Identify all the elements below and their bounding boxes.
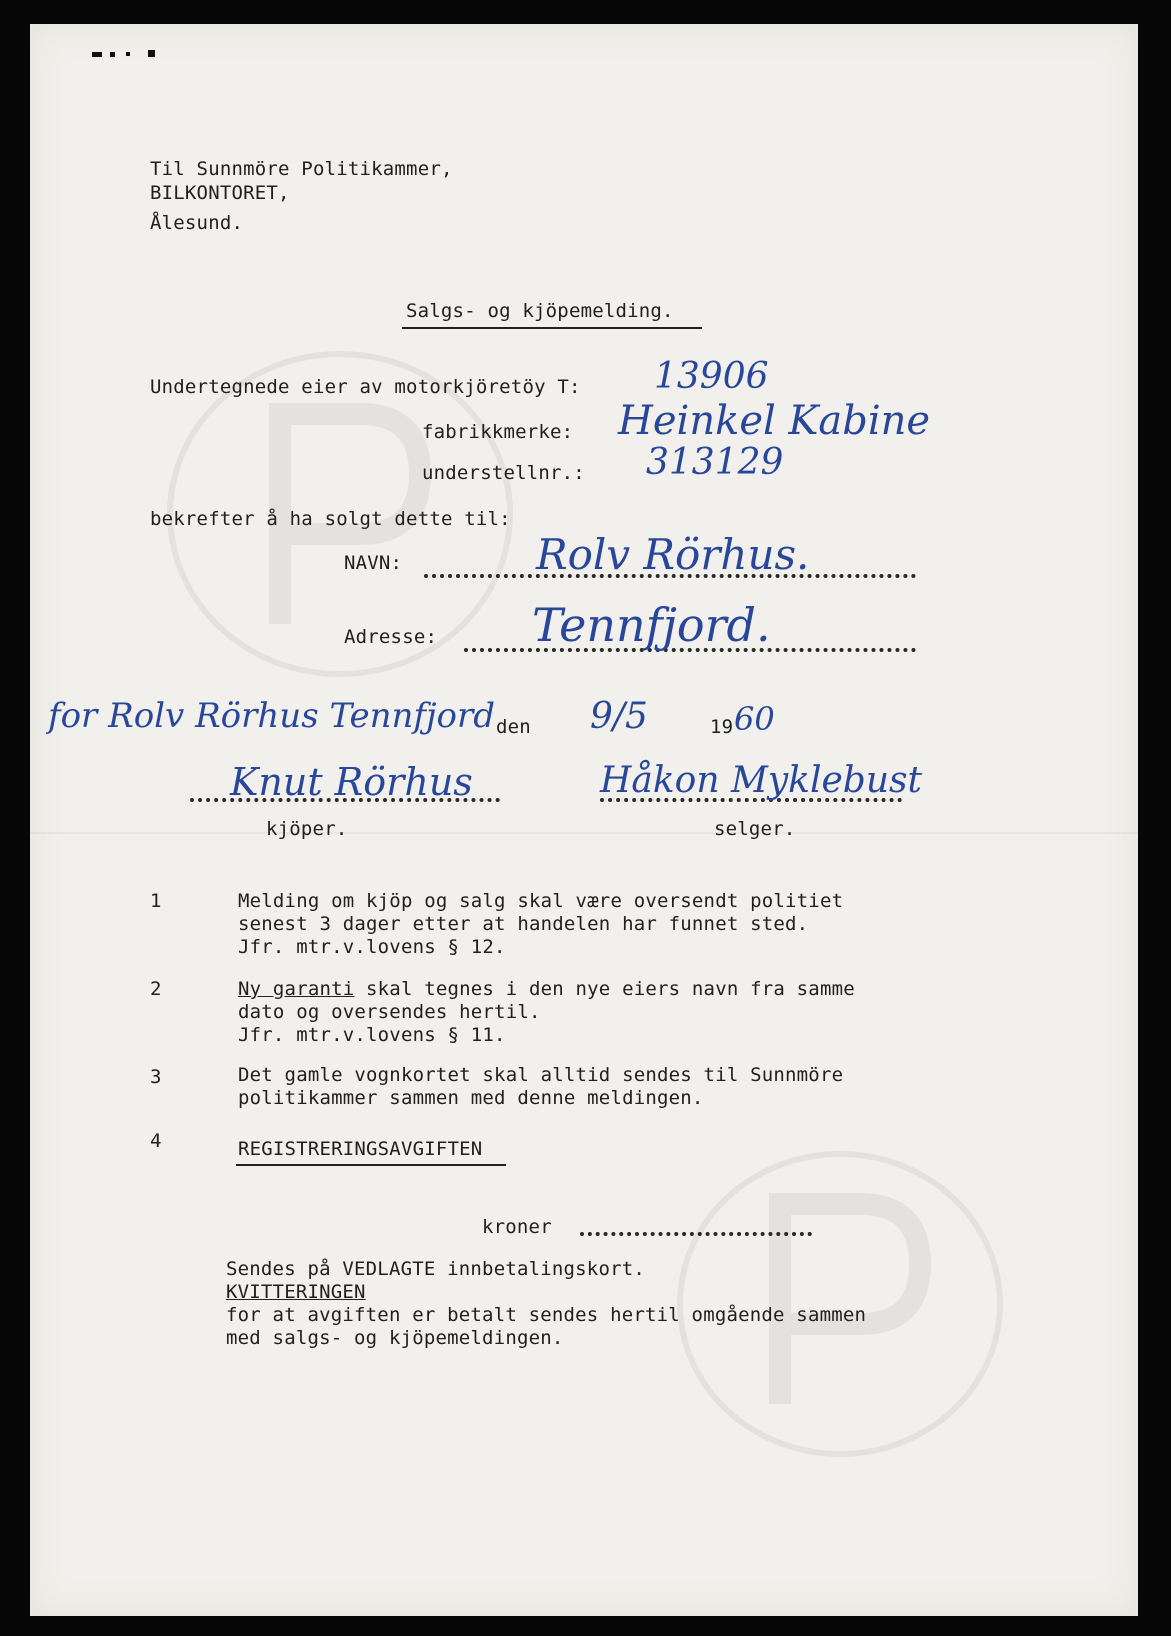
note-line: politikammer sammen med denne meldingen. <box>238 1087 704 1109</box>
registration-number: 13906 <box>654 356 769 397</box>
note-number: 4 <box>150 1130 162 1152</box>
punch-mark <box>126 52 130 56</box>
chassis-value: 313129 <box>646 442 784 483</box>
date-value: 9/5 <box>590 696 648 737</box>
seller-signature: Håkon Myklebust <box>600 760 922 801</box>
title-underline <box>402 327 702 329</box>
fee-text <box>226 1258 866 1350</box>
make-label: fabrikkmerke: <box>422 421 574 443</box>
paper-fold <box>30 832 1138 834</box>
note-line: dato og oversendes hertil. <box>238 1001 541 1023</box>
buyer-name-value: Rolv Rörhus. <box>536 530 810 579</box>
buyer-address-value: Tennfjord. <box>532 598 771 652</box>
note-number: 3 <box>150 1066 162 1088</box>
recipient-line-2: BILKONTORET, <box>150 182 290 204</box>
fee-payment-line: Sendes på VEDLAGTE innbetalingskort. <box>226 1258 646 1280</box>
fee-receipt-line-2: med salgs- og kjöpemeldingen. <box>226 1327 564 1349</box>
fee-heading-underline <box>236 1164 506 1166</box>
kroner-label: kroner <box>482 1216 552 1238</box>
kroner-amount-line <box>580 1232 812 1236</box>
buyer-signature: Knut Rörhus <box>230 760 473 804</box>
punch-mark <box>110 52 115 57</box>
guarantee-emphasis: Ny garanti <box>238 978 355 1000</box>
punch-mark <box>92 52 102 57</box>
note-3-text <box>238 1064 843 1110</box>
recipient-line-1: Til Sunnmöre Politikammer, <box>150 158 453 180</box>
year-prefix: 19 <box>710 716 734 738</box>
fee-receipt-line: for at avgiften er betalt sendes hertil omgående sammen <box>226 1304 867 1326</box>
year-value: 60 <box>734 700 775 738</box>
note-line: Det gamle vognkortet skal alltid sendes til Sunnmöre <box>238 1064 844 1086</box>
document-sheet <box>30 24 1138 1616</box>
note-line: Jfr. mtr.v.lovens § 12. <box>238 936 506 958</box>
note-number: 2 <box>150 978 162 1000</box>
punch-mark <box>148 50 155 57</box>
note-line-rest: skal tegnes i den nye eiers navn fra samme <box>354 978 855 1000</box>
confirm-label: bekrefter å ha solgt dette til: <box>150 508 511 530</box>
note-line: senest 3 dager etter at handelen har funnet sted. <box>238 913 809 935</box>
buyer-name-label: NAVN: <box>344 552 403 574</box>
note-number: 1 <box>150 890 162 912</box>
buyer-label: kjöper. <box>266 818 348 840</box>
receipt-heading: KVITTERINGEN <box>226 1281 366 1303</box>
note-2-text <box>238 978 855 1047</box>
note-1-text <box>238 890 843 959</box>
buyer-address-label: Adresse: <box>344 626 438 648</box>
note-line: Melding om kjöp og salg skal være oversendt politiet <box>238 890 844 912</box>
fee-heading: REGISTRERINGSAVGIFTEN <box>238 1138 483 1160</box>
make-value: Heinkel Kabine <box>618 398 931 444</box>
chassis-label: understellnr.: <box>422 462 585 484</box>
seller-label: selger. <box>714 818 796 840</box>
document-title: Salgs- og kjöpemelding. <box>406 300 674 322</box>
note-line <box>238 978 855 1001</box>
note-line: Jfr. mtr.v.lovens § 11. <box>238 1024 506 1046</box>
recipient-city: Ålesund. <box>150 212 244 234</box>
vehicle-intro-label: Undertegnede eier av motorkjöretöy T: <box>150 376 581 398</box>
den-label: den <box>496 716 531 738</box>
place-value: for Rolv Rörhus Tennfjord <box>48 696 496 736</box>
